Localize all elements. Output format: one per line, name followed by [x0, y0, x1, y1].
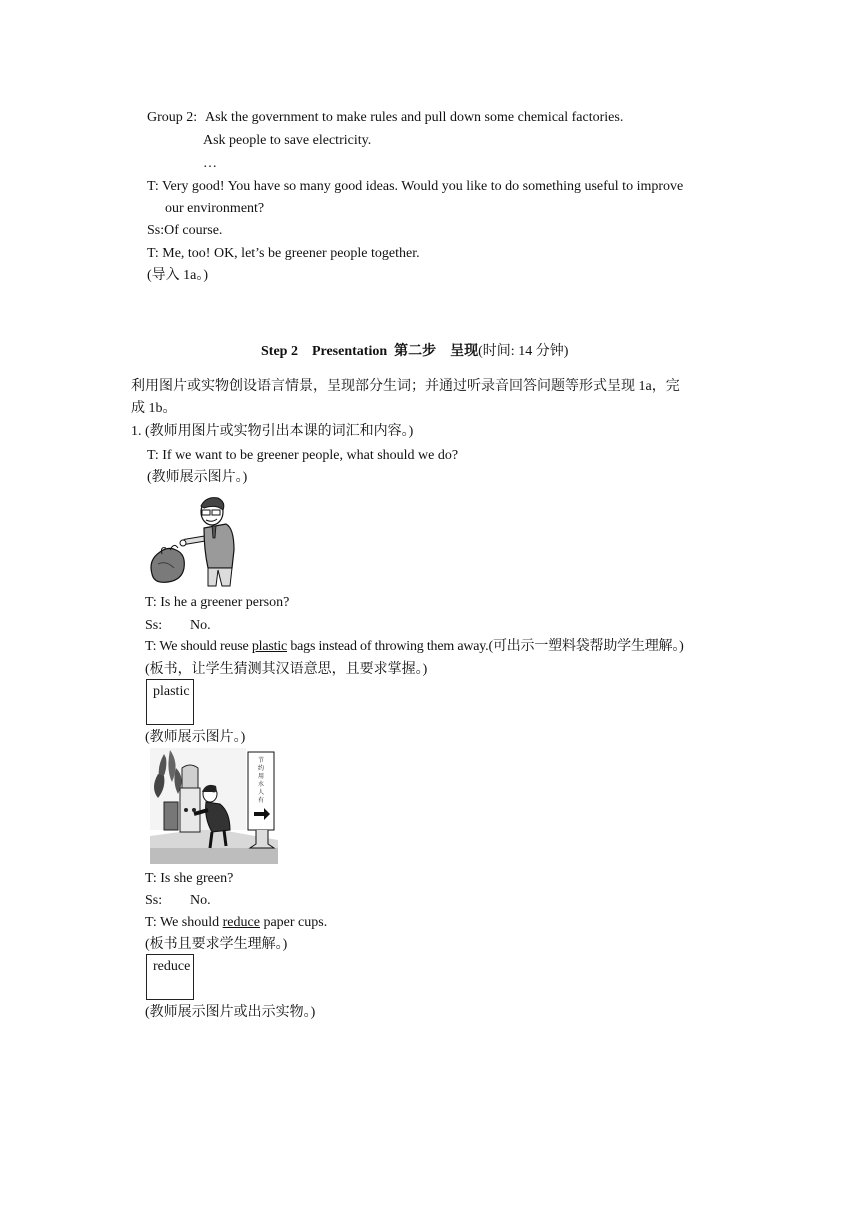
ss-label-1: Ss: — [145, 618, 163, 633]
vocab-box-reduce: reduce — [146, 954, 194, 1000]
vocab-box-plastic: plastic — [146, 679, 194, 725]
teacher-reuse-line — [145, 637, 684, 657]
sign-char: 节 — [257, 757, 265, 764]
teacher-reduce-line — [145, 913, 327, 933]
reuse-post: bags instead of throwing them away.(可出示一塑料袋帮助学生理解。) — [287, 639, 684, 654]
ss-label-2: Ss: — [145, 893, 163, 908]
teacher-question-she: T: Is she green? — [145, 871, 234, 886]
reuse-pre: T: We should reuse — [145, 639, 252, 654]
teacher-line-1-cont: our environment? — [165, 201, 265, 216]
reduce-post: paper cups. — [259, 915, 328, 930]
ss-answer-1: No. — [190, 618, 211, 633]
group2-label: Group 2: — [147, 110, 198, 125]
step-heading — [261, 342, 568, 362]
item-1: 1. (教师用图片或实物引出本课的词汇和内容。) — [131, 424, 414, 439]
step-label: Step 2 — [261, 344, 298, 359]
students-line-1: Ss:Of course. — [147, 223, 223, 238]
board-note-1: (板书，让学生猜测其汉语意思，且要求掌握。) — [145, 662, 428, 677]
svg-text:约: 约 — [257, 765, 265, 772]
step-presentation: Presentation — [311, 344, 388, 359]
teacher-question: T: If we want to be greener people, what should we do? — [147, 448, 459, 463]
svg-text:水: 水 — [257, 781, 265, 788]
step-time: (时间: 14 分钟) — [478, 344, 569, 359]
group2-line2: Ask people to save electricity. — [203, 133, 372, 148]
svg-text:用: 用 — [257, 773, 265, 780]
lead-note: (导入 1a。) — [147, 268, 209, 283]
show-picture-3: (教师展示图片或出示实物。) — [145, 1005, 316, 1020]
group2-line1: Ask the government to make rules and pull down some chemical factories. — [205, 110, 624, 125]
show-picture-2: (教师展示图片。) — [145, 730, 246, 745]
teacher-line-2: T: Me, too! OK, let’s be greener people together. — [147, 246, 420, 261]
teacher-line-1: T: Very good! You have so many good ideas. Would you like to do something useful to improve — [147, 179, 684, 194]
intro-line-2: 成 1b。 — [131, 401, 177, 416]
intro-line-1: 利用图片或实物创设语言情景，呈现部分生词；并通过听录音回答问题等形式呈现 1a，完 — [131, 379, 680, 394]
reduce-word: reduce — [222, 915, 260, 930]
water-dispenser-illustration — [150, 748, 278, 864]
reuse-word-plastic: plastic — [251, 639, 288, 654]
reduce-pre: T: We should — [145, 915, 223, 930]
svg-text:人: 人 — [257, 789, 265, 796]
board-note-2: (板书且要求学生理解。) — [145, 937, 288, 952]
step-zh-title: 第二步 呈现 — [394, 344, 479, 359]
teacher-question-he: T: Is he a greener person? — [145, 595, 290, 610]
ss-answer-2: No. — [190, 893, 211, 908]
show-picture-1: (教师展示图片。) — [147, 470, 248, 485]
man-throwing-bag-illustration — [146, 494, 242, 588]
ellipsis: … — [203, 156, 217, 171]
svg-text:有: 有 — [257, 797, 265, 804]
